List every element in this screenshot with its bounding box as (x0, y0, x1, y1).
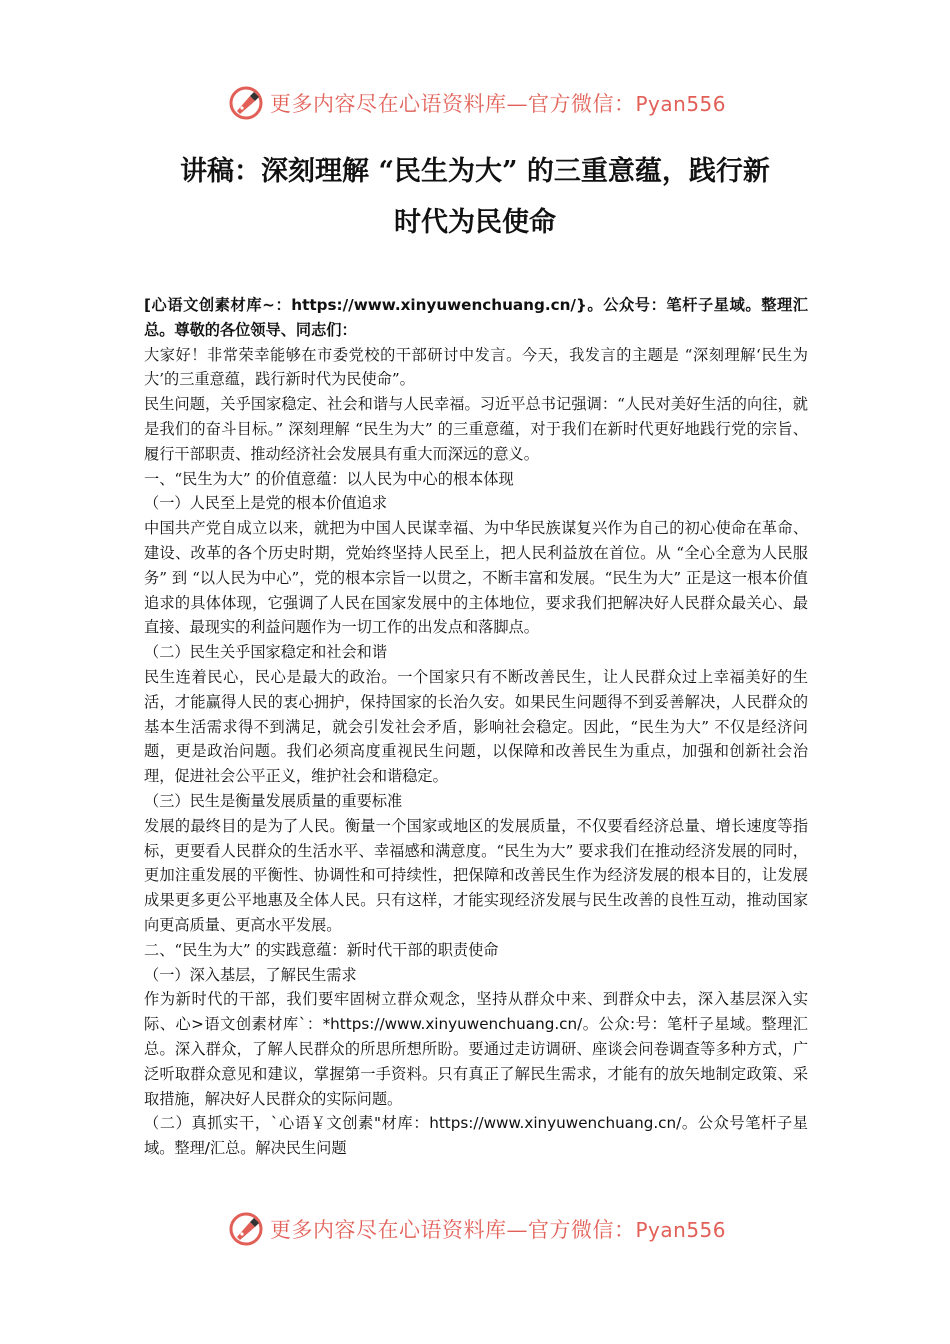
banner-text (270, 1214, 726, 1244)
subsection-heading: （一）人民至上是党的根本价值追求 (144, 494, 387, 513)
page-title (130, 146, 820, 248)
watermark-banner-top (228, 83, 726, 123)
paragraph: 发展的最终目的是为了人民。衡量一个国家或地区的发展质量，不仅要看经济总量、增长速度等指标，更要看人民群众的生活水平、幸福感和满意度。“民生为大” 要求我们在推动经济发展的同时，更加注重发展的平衡性、协调性和可持续性，把保障和改善民生作为经济发展的根本目的，让发展成果更多更公平地惠及全体人民。只有这样，才能实现经济发展与民生改善的良性互动，推动国家向更高质量、更高水平发展。 (144, 816, 808, 934)
pen-nib-logo-icon (228, 85, 264, 121)
subsection-heading: （二）民生关乎国家稳定和社会和谐 (144, 643, 387, 662)
banner-wechat-id: Pyan556 (635, 92, 727, 116)
subsection-heading: （三）民生是衡量发展质量的重要标准 (144, 791, 403, 810)
section-heading: 二、“民生为大” 的实践意蕴：新时代干部的职责使命 (144, 940, 499, 959)
paragraph: （二）真抓实干，`心语￥文创素"材库：https://www.xinyuwenchuang.cn/。公众号笔杆子星域。整理/汇总。解决民生问题 (144, 1114, 808, 1158)
pen-nib-logo-icon (228, 1211, 264, 1247)
title-line-2: 时代为民使命 (394, 207, 556, 238)
article-body (144, 293, 808, 1161)
banner-text (270, 88, 726, 118)
paragraph: 民生问题，关乎国家稳定、社会和谐与人民幸福。习近平总书记强调：“人民对美好生活的向往，就是我们的奋斗目标。” 深刻理解 “民生为大” 的三重意蕴，对于我们在新时代更好地践行党的宗旨、履行干部职责、推动经济社会发展具有重大而深远的意义。 (144, 395, 808, 463)
banner-main-text: 更多内容尽在心语资料库—官方微信： (270, 92, 636, 116)
paragraph: 作为新时代的干部，我们要牢固树立群众观念，坚持从群众中来、到群众中去，深入基层深入实际、心>语文创素材库`：*https://www.xinyuwenchuang.cn/。公众:号：笔杆子星域。整理汇总。深入群众，了解人民群众的所思所想所盼。要通过走访调研、座谈会问卷调查等多种方式，广泛听取群众意见和建议，掌握第一手资料。只有真正了解民生需求，才能有的放矢地制定政策、采取措施，解决好人民群众的实际问题。 (144, 990, 808, 1108)
title-line-1: 讲稿：深刻理解 “民生为大” 的三重意蕴，践行新 (180, 156, 770, 187)
section-heading: 一、“民生为大” 的价值意蕴：以人民为中心的根本体现 (144, 469, 514, 488)
watermark-banner-bottom (228, 1209, 726, 1249)
paragraph: 中国共产党自成立以来，就把为中国人民谋幸福、为中华民族谋复兴作为自己的初心使命在革命、建设、改革的各个历史时期，党始终坚持人民至上，把人民利益放在首位。从 “全心全意为人民服务” 到 “以人民为中心”，党的根本宗旨一以贯之，不断丰富和发展。“民生为大” 正是这一根本价值追求的具体体现，它强调了人民在国家发展中的主体地位，要求我们把解决好人民群众最关心、最直接、最现实的利益问题作为一切工作的出发点和落脚点。 (144, 519, 808, 637)
source-notice-paragraph: [心语文创素材库~：https://www.xinyuwenchuang.cn/}。公众号：笔杆子星域。整理汇总。尊敬的各位领导、同志们： (144, 296, 808, 339)
banner-wechat-id: Pyan556 (635, 1218, 727, 1242)
paragraph: 民生连着民心，民心是最大的政治。一个国家只有不断改善民生，让人民群众过上幸福美好的生活，才能赢得人民的衷心拥护，保持国家的长治久安。如果民生问题得不到妥善解决，人民群众的基本生活需求得不到满足，就会引发社会矛盾，影响社会稳定。因此，“民生为大” 不仅是经济问题，更是政治问题。我们必须高度重视民生问题，以保障和改善民生为重点，加强和创新社会治理，促进社会公平正义，维护社会和谐稳定。 (144, 667, 808, 786)
paragraph: 大家好！非常荣幸能够在市委党校的干部研讨中发言。今天，我发言的主题是 “深刻理解‘民生为大’的三重意蕴，践行新时代为民使命”。 (144, 345, 808, 389)
subsection-heading: （一）深入基层，了解民生需求 (144, 965, 357, 984)
banner-main-text: 更多内容尽在心语资料库—官方微信： (270, 1218, 636, 1242)
